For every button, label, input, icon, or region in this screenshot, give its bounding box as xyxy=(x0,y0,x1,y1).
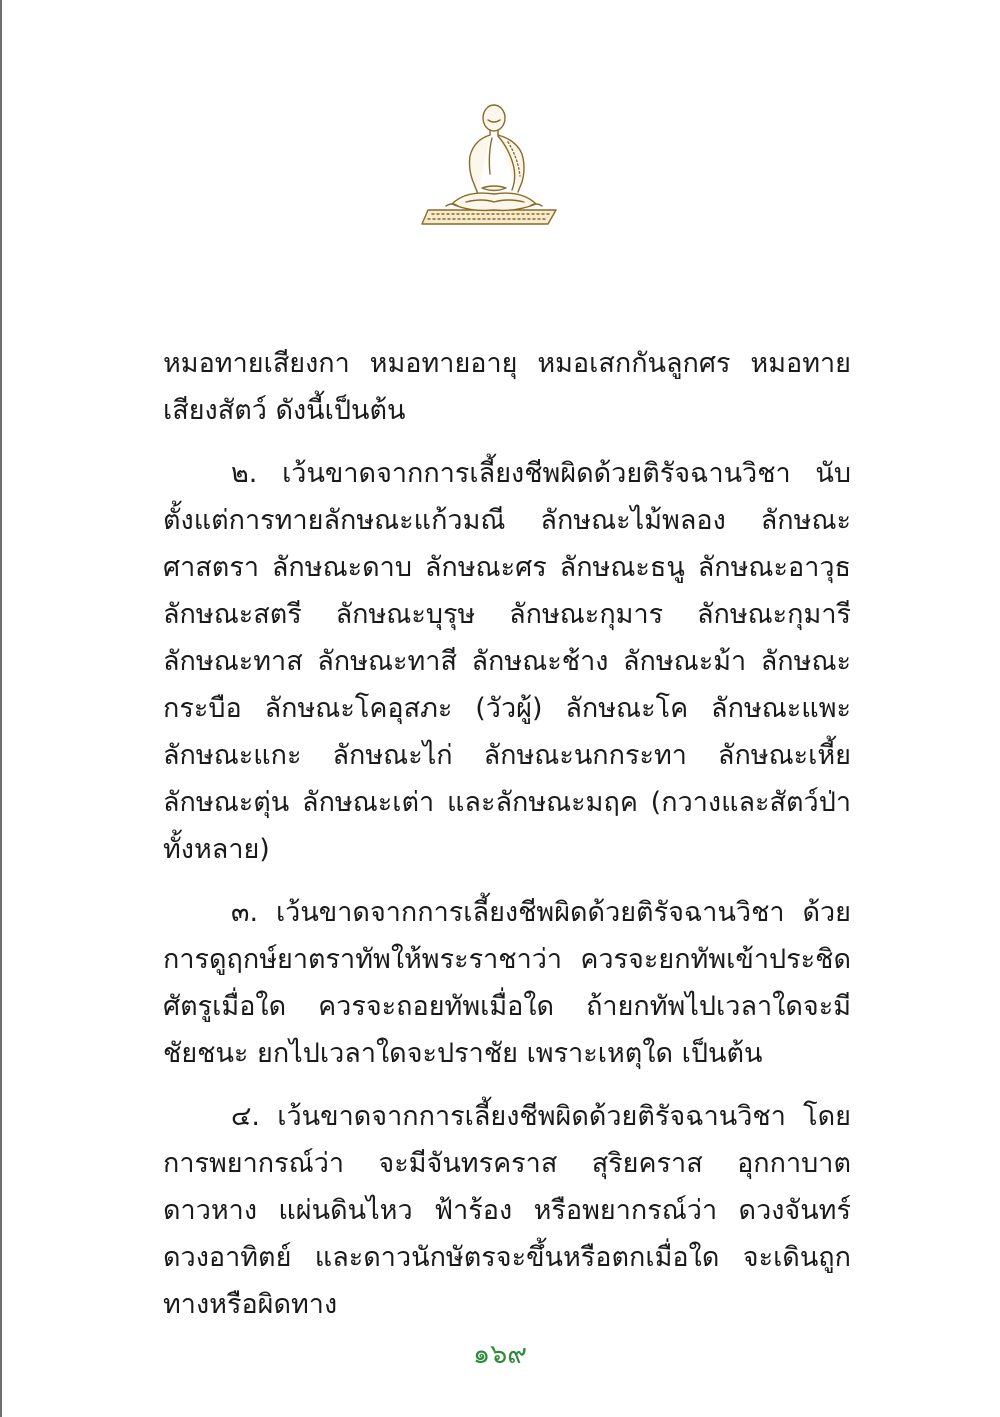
paragraph-item-4: ๔. เว้นขาดจากการเลี้ยงชีพผิดด้วยติรัจฉานวิชา โดยการพยากรณ์ว่า จะมีจันทรคราส สุริยคราส อุกกาบาต ดาวหาง แผ่นดินไหว ฟ้าร้อง หรือพยากรณ์ว่า ดวงจันทร์ ดวงอาทิตย์ และดาวนักษัตรจะขึ้นหรือตกเมื่อใด จะเดินถูกทางหรือผิดทาง xyxy=(163,1101,851,1320)
seated-monk-meditation-illustration xyxy=(418,98,566,230)
left-border-line xyxy=(0,0,2,1417)
body-text xyxy=(163,340,851,1328)
paragraph-item-2: ๒. เว้นขาดจากการเลี้ยงชีพผิดด้วยติรัจฉานวิชา นับตั้งแต่การทายลักษณะแก้วมณี ลักษณะไม้พลอง ลักษณะศาสตรา ลักษณะดาบ ลักษณะศร ลักษณะธนู ลักษณะอาวุธ ลักษณะสตรี ลักษณะบุรุษ ลักษณะกุมาร ลักษณะกุมารี ลักษณะทาส ลักษณะทาสี ลักษณะช้าง ลักษณะม้า ลักษณะกระบือ ลักษณะโคอุสภะ (วัวผู้) ลักษณะโค ลักษณะแพะ ลักษณะแกะ ลักษณะไก่ ลักษณะนกกระทา ลักษณะเหี้ย ลักษณะตุ่น ลักษณะเต่า และลักษณะมฤค (กวางและสัตว์ป่าทั้งหลาย) xyxy=(163,458,851,865)
paragraph-continuation: หมอทายเสียงกา หมอทายอายุ หมอเสกกันลูกศร หมอทายเสียงสัตว์ ดังนี้เป็นต้น xyxy=(163,348,851,426)
page-number: ๑๖๙ xyxy=(472,1339,528,1370)
paragraph-item-3: ๓. เว้นขาดจากการเลี้ยงชีพผิดด้วยติรัจฉานวิชา ด้วยการดูฤกษ์ยาตราทัพให้พระราชาว่า ควรจะยกทัพเข้าประชิดศัตรูเมื่อใด ควรจะถอยทัพเมื่อใด ถ้ายกทัพไปเวลาใดจะมีชัยชนะ ยกไปเวลาใดจะปราชัย เพราะเหตุใด เป็นต้น xyxy=(163,897,851,1069)
